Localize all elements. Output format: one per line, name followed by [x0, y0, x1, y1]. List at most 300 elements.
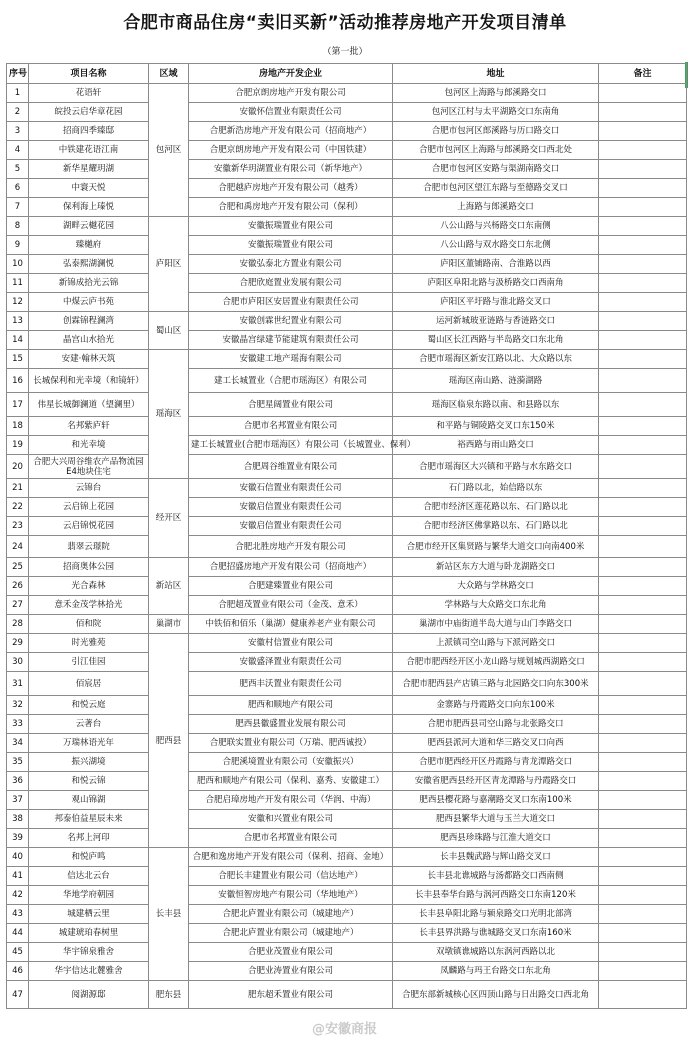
project-name: 安建·翰林天筑 — [29, 350, 149, 369]
remark-cell — [599, 274, 687, 293]
project-address: 合肥市肥西县产店镇三路与北园路交口向东300米 — [393, 672, 599, 696]
table-row — [7, 924, 687, 943]
table-row — [7, 962, 687, 981]
table-row — [7, 615, 687, 634]
table-row — [7, 236, 687, 255]
developer-name: 合肥市庐阳区安居置业有限责任公司 — [189, 293, 393, 312]
row-number: 47 — [7, 981, 29, 1009]
remark-cell — [599, 791, 687, 810]
row-number: 13 — [7, 312, 29, 331]
remark-cell — [599, 715, 687, 734]
row-number: 24 — [7, 536, 29, 558]
row-number: 35 — [7, 753, 29, 772]
remark-cell — [599, 517, 687, 536]
project-address: 大众路与学林路交口 — [393, 577, 599, 596]
project-address: 合肥市包河区郎溪路与历口路交口 — [393, 122, 599, 141]
developer-name: 合肥和逸房地产开发有限公司（保利、招商、金地） — [189, 848, 393, 867]
remark-cell — [599, 331, 687, 350]
developer-name: 肥西和顺地产有限公司（保利、嘉秀、安徽建工） — [189, 772, 393, 791]
region-cell: 蜀山区 — [149, 312, 189, 350]
row-number: 37 — [7, 791, 29, 810]
project-name: 佰宸居 — [29, 672, 149, 696]
row-number: 11 — [7, 274, 29, 293]
developer-name: 肥西丰沃置业有限责任公司 — [189, 672, 393, 696]
remark-cell — [599, 255, 687, 274]
remark-cell — [599, 103, 687, 122]
table-row — [7, 715, 687, 734]
developer-name: 合肥越庐房地产开发有限公司（越秀） — [189, 179, 393, 198]
remark-cell — [599, 696, 687, 715]
developer-name: 安徽新华玥湖置业有限公司（新华地产） — [189, 160, 393, 179]
developer-name: 合肥新浩房地产开发有限公司（招商地产） — [189, 122, 393, 141]
table-row — [7, 517, 687, 536]
developer-name: 安徽恒智房地产有限公司（华地地产） — [189, 886, 393, 905]
developer-name: 合肥超茂置业有限公司（金茂、意禾） — [189, 596, 393, 615]
table-row — [7, 122, 687, 141]
header-remark: 备注 — [599, 64, 687, 84]
project-name: 伟星长城御澜道（望澜里） — [29, 393, 149, 417]
remark-cell — [599, 350, 687, 369]
project-address: 双墩镇谯城路以东涡河西路以北 — [393, 943, 599, 962]
remark-cell — [599, 672, 687, 696]
project-name: 城建琥珀春树里 — [29, 924, 149, 943]
project-address: 裕西路与雨山路交口 — [393, 436, 599, 455]
row-number: 27 — [7, 596, 29, 615]
project-name: 招商奥体公园 — [29, 558, 149, 577]
row-number: 15 — [7, 350, 29, 369]
project-name: 中铁建花语江南 — [29, 141, 149, 160]
table-row — [7, 753, 687, 772]
remark-cell — [599, 179, 687, 198]
remark-cell — [599, 848, 687, 867]
developer-name: 合肥欣庭置业发展有限公司 — [189, 274, 393, 293]
remark-cell — [599, 417, 687, 436]
row-number: 43 — [7, 905, 29, 924]
project-name: 城建栖云里 — [29, 905, 149, 924]
project-address: 上派镇司空山路与下派河路交口 — [393, 634, 599, 653]
remark-cell — [599, 596, 687, 615]
remark-cell — [599, 981, 687, 1009]
row-number: 23 — [7, 517, 29, 536]
row-number: 7 — [7, 198, 29, 217]
table-row — [7, 848, 687, 867]
row-number: 12 — [7, 293, 29, 312]
developer-name: 安徽振瑞置业有限公司 — [189, 217, 393, 236]
row-number: 44 — [7, 924, 29, 943]
row-number: 33 — [7, 715, 29, 734]
table-row — [7, 436, 687, 455]
project-name: 花语轩 — [29, 84, 149, 103]
project-address: 合肥市经济区佛掌路以东、石门路以北 — [393, 517, 599, 536]
developer-name: 肥西和顺地产有限公司 — [189, 696, 393, 715]
row-number: 20 — [7, 455, 29, 479]
row-number: 2 — [7, 103, 29, 122]
row-number: 21 — [7, 479, 29, 498]
project-name: 阅湖源邸 — [29, 981, 149, 1009]
project-name: 保利海上瑧悦 — [29, 198, 149, 217]
row-number: 9 — [7, 236, 29, 255]
project-address: 肥西县珍珠路与江淮大道交口 — [393, 829, 599, 848]
table-row — [7, 981, 687, 1009]
developer-name: 合肥招盛房地产开发有限公司（招商地产） — [189, 558, 393, 577]
project-name: 和光幸境 — [29, 436, 149, 455]
header-name: 项目名称 — [29, 64, 149, 84]
table-row — [7, 103, 687, 122]
remark-cell — [599, 479, 687, 498]
project-address: 合肥市经开区集贤路与繁华大道交口向南400米 — [393, 536, 599, 558]
table-row — [7, 255, 687, 274]
developer-name: 安徽弘泰北方置业有限公司 — [189, 255, 393, 274]
project-name: 中煤云庐书苑 — [29, 293, 149, 312]
project-address: 长丰县魏武路与辉山路交叉口 — [393, 848, 599, 867]
project-name: 云启锦上花园 — [29, 498, 149, 517]
remark-cell — [599, 160, 687, 179]
region-cell: 肥西县 — [149, 634, 189, 848]
project-name: 新锦成拾光云锦 — [29, 274, 149, 293]
developer-name: 安徽建工地产瑶海有限公司 — [189, 350, 393, 369]
project-address: 合肥市经济区莲花路以东、石门路以北 — [393, 498, 599, 517]
project-name: 佰和院 — [29, 615, 149, 634]
row-number: 8 — [7, 217, 29, 236]
project-address: 八公山路与双水路交口东北侧 — [393, 236, 599, 255]
developer-name: 肥西县徽盛置业发展有限公司 — [189, 715, 393, 734]
row-number: 46 — [7, 962, 29, 981]
project-address: 合肥市包河区望江东路与至德路交叉口 — [393, 179, 599, 198]
project-name: 弘泰熙湖澜悦 — [29, 255, 149, 274]
project-name: 长城保利和光幸境（和镜轩） — [29, 369, 149, 393]
remark-cell — [599, 498, 687, 517]
row-number: 4 — [7, 141, 29, 160]
developer-name: 合肥北庐置业有限公司（城建地产） — [189, 905, 393, 924]
project-address: 运河新城玻亚涟路与香涟路交口 — [393, 312, 599, 331]
row-number: 28 — [7, 615, 29, 634]
developer-name: 安徽振瑞置业有限公司 — [189, 236, 393, 255]
project-name: 信达北云台 — [29, 867, 149, 886]
developer-name: 合肥市名邦置业有限公司 — [189, 829, 393, 848]
table-row — [7, 369, 687, 393]
table-row — [7, 417, 687, 436]
row-number: 32 — [7, 696, 29, 715]
remark-cell — [599, 293, 687, 312]
region-cell: 经开区 — [149, 479, 189, 558]
table-row — [7, 455, 687, 479]
project-address: 肥西县繁华大道与玉兰大道交口 — [393, 810, 599, 829]
region-cell: 瑶海区 — [149, 350, 189, 479]
table-row — [7, 596, 687, 615]
developer-name: 合肥启璋房地产开发有限公司（华润、中海） — [189, 791, 393, 810]
table-row — [7, 558, 687, 577]
project-name: 臻樾府 — [29, 236, 149, 255]
region-cell: 巢湖市 — [149, 615, 189, 634]
row-number: 22 — [7, 498, 29, 517]
developer-name: 合肥北庐置业有限公司（城建地产） — [189, 924, 393, 943]
project-address: 合肥东部新城核心区四顶山路与日出路交口西北角 — [393, 981, 599, 1009]
project-address: 合肥市包河区上海路与郎溪路交口西北处 — [393, 141, 599, 160]
developer-name: 合肥业茂置业有限公司 — [189, 943, 393, 962]
table-row — [7, 217, 687, 236]
watermark: @安徽商报 — [312, 1022, 378, 1037]
table-row — [7, 498, 687, 517]
project-name: 万瑞林语光年 — [29, 734, 149, 753]
row-number: 3 — [7, 122, 29, 141]
developer-name: 安徽启信置业有限责任公司 — [189, 498, 393, 517]
developer-name: 合肥京朗房地产开发有限公司 — [189, 84, 393, 103]
table-row — [7, 791, 687, 810]
developer-name: 安徽晶宫绿建节能建筑有限责任公司 — [189, 331, 393, 350]
developer-name: 合肥和禹房地产开发有限公司（保利） — [189, 198, 393, 217]
region-cell: 肥东县 — [149, 981, 189, 1009]
table-row — [7, 696, 687, 715]
remark-cell — [599, 943, 687, 962]
remark-cell — [599, 455, 687, 479]
project-address: 学林路与大众路交口东北角 — [393, 596, 599, 615]
row-number: 25 — [7, 558, 29, 577]
developer-name: 安徽和兴置业有限公司 — [189, 810, 393, 829]
project-address: 新站区东方大道与卧龙湖路交口 — [393, 558, 599, 577]
project-name: 观山锦湖 — [29, 791, 149, 810]
row-number: 30 — [7, 653, 29, 672]
table-row — [7, 867, 687, 886]
project-address: 庐阳区平圩路与淮北路交叉口 — [393, 293, 599, 312]
remark-cell — [599, 141, 687, 160]
table-row — [7, 141, 687, 160]
project-address: 金寨路与丹霞路交口向东100米 — [393, 696, 599, 715]
project-name: 和悦云庭 — [29, 696, 149, 715]
remark-cell — [599, 393, 687, 417]
project-name: 招商四季臻邸 — [29, 122, 149, 141]
developer-name: 合肥溪境置业有限公司（安徽振兴） — [189, 753, 393, 772]
remark-cell — [599, 122, 687, 141]
project-address: 包河区江村与太平湖路交口东南角 — [393, 103, 599, 122]
project-address: 合肥市肥西县司空山路与北张路交口 — [393, 715, 599, 734]
project-address: 长丰县阜阳北路与颍泉路交口光明北部湾 — [393, 905, 599, 924]
remark-cell — [599, 772, 687, 791]
remark-cell — [599, 236, 687, 255]
project-address: 安徽省肥西县经开区青龙潭路与丹霞路交口 — [393, 772, 599, 791]
developer-name: 安徽怀信置业有限责任公司 — [189, 103, 393, 122]
project-name: 新华星耀玥湖 — [29, 160, 149, 179]
project-address: 肥西县派河大道和华三路交叉口向西 — [393, 734, 599, 753]
remark-cell — [599, 558, 687, 577]
project-name: 合肥大兴周谷维农产品物流园E4地块住宅 — [29, 455, 149, 479]
project-name: 邦泰伯益星辰未来 — [29, 810, 149, 829]
project-name: 中寰天悦 — [29, 179, 149, 198]
table-row — [7, 634, 687, 653]
remark-cell — [599, 312, 687, 331]
project-name: 云锦台 — [29, 479, 149, 498]
project-name: 名邦上河印 — [29, 829, 149, 848]
project-name: 华宇信达北麓雅舍 — [29, 962, 149, 981]
remark-cell — [599, 962, 687, 981]
project-address: 庐阳区阜阳北路与汲桥路交口西南角 — [393, 274, 599, 293]
project-address: 上海路与郎溪路交口 — [393, 198, 599, 217]
project-address: 巢湖市中庙街道半岛大道与山门李路交口 — [393, 615, 599, 634]
project-name: 皖投云启华章花园 — [29, 103, 149, 122]
row-number: 38 — [7, 810, 29, 829]
project-table — [6, 63, 687, 1009]
remark-cell — [599, 634, 687, 653]
table-row — [7, 772, 687, 791]
project-name: 意禾金茂学林拾光 — [29, 596, 149, 615]
table-row — [7, 886, 687, 905]
project-name: 引江佳园 — [29, 653, 149, 672]
batch-label: （第一批） — [322, 47, 368, 57]
page-title: 合肥市商品住房“卖旧买新”活动推荐房地产开发项目清单 — [123, 13, 567, 33]
row-number: 18 — [7, 417, 29, 436]
row-number: 16 — [7, 369, 29, 393]
project-name: 云启锦悦花园 — [29, 517, 149, 536]
developer-name: 中铁佰和佰乐（巢湖）健康养老产业有限公司 — [189, 615, 393, 634]
project-name: 云著台 — [29, 715, 149, 734]
developer-name: 合肥长丰建置业有限公司（信达地产） — [189, 867, 393, 886]
table-row — [7, 350, 687, 369]
developer-name: 合肥市名邦置业有限公司 — [189, 417, 393, 436]
project-name: 振兴湖境 — [29, 753, 149, 772]
table-row — [7, 393, 687, 417]
project-address: 庐阳区董铺路南、合淮路以西 — [393, 255, 599, 274]
table-row — [7, 479, 687, 498]
table-row — [7, 536, 687, 558]
table-row — [7, 829, 687, 848]
table-row — [7, 577, 687, 596]
project-name: 晶宫山水拾光 — [29, 331, 149, 350]
table-row — [7, 905, 687, 924]
project-address: 和平路与铜陵路交叉口东150米 — [393, 417, 599, 436]
project-address: 包河区上海路与郎溪路交口 — [393, 84, 599, 103]
developer-name: 合肥联实置业有限公司（万瑞、肥西诚投） — [189, 734, 393, 753]
remark-cell — [599, 810, 687, 829]
row-number: 31 — [7, 672, 29, 696]
developer-name: 安徽村信置业有限公司 — [189, 634, 393, 653]
remark-cell — [599, 924, 687, 943]
project-name: 华地学府朝园 — [29, 886, 149, 905]
table-row — [7, 734, 687, 753]
row-number: 29 — [7, 634, 29, 653]
project-address: 瑶海区临泉东路以南、和县路以东 — [393, 393, 599, 417]
developer-name: 合肥业涛置业有限公司 — [189, 962, 393, 981]
remark-cell — [599, 653, 687, 672]
row-number: 41 — [7, 867, 29, 886]
project-address: 八公山路与兴杨路交口东南侧 — [393, 217, 599, 236]
table-row — [7, 331, 687, 350]
developer-name: 肥东超禾置业有限公司 — [189, 981, 393, 1009]
remark-cell — [599, 436, 687, 455]
row-number: 10 — [7, 255, 29, 274]
row-number: 34 — [7, 734, 29, 753]
table-row — [7, 274, 687, 293]
row-number: 19 — [7, 436, 29, 455]
developer-name: 安徽启信置业有限责任公司 — [189, 517, 393, 536]
project-address: 合肥市肥西经开区丹霞路与青龙潭路交口 — [393, 753, 599, 772]
project-name: 湖畔云樾花园 — [29, 217, 149, 236]
row-number: 1 — [7, 84, 29, 103]
table-row — [7, 179, 687, 198]
table-body — [7, 84, 687, 1009]
project-address: 长丰县奉华台路与涡河西路交口东南120米 — [393, 886, 599, 905]
table-row — [7, 198, 687, 217]
table-row — [7, 84, 687, 103]
table-row — [7, 653, 687, 672]
project-name: 翡翠云璟院 — [29, 536, 149, 558]
remark-cell — [599, 369, 687, 393]
header-address: 地址 — [393, 64, 599, 84]
project-address: 合肥市瑶海区新安江路以北、大众路以东 — [393, 350, 599, 369]
table-header-row — [7, 64, 687, 84]
table-row — [7, 293, 687, 312]
remark-cell — [599, 905, 687, 924]
region-cell: 庐阳区 — [149, 217, 189, 312]
developer-name: 合肥北胜房地产开发有限公司 — [189, 536, 393, 558]
row-number: 39 — [7, 829, 29, 848]
row-number: 14 — [7, 331, 29, 350]
remark-cell — [599, 615, 687, 634]
table-row — [7, 160, 687, 179]
row-number: 36 — [7, 772, 29, 791]
developer-name: 合肥星阔置业有限公司 — [189, 393, 393, 417]
project-name: 和悦云锦 — [29, 772, 149, 791]
row-number: 17 — [7, 393, 29, 417]
header-developer: 房地产开发企业 — [189, 64, 393, 84]
row-number: 26 — [7, 577, 29, 596]
developer-name: 安徽盛泽置业有限责任公司 — [189, 653, 393, 672]
developer-name: 合肥京朗房地产开发有限公司（中国铁建） — [189, 141, 393, 160]
project-address: 合肥市瑶海区大兴镇和平路与水东路交口 — [393, 455, 599, 479]
remark-cell — [599, 829, 687, 848]
developer-name: 合肥建臻置业有限公司 — [189, 577, 393, 596]
region-cell: 长丰县 — [149, 848, 189, 981]
header-region: 区域 — [149, 64, 189, 84]
project-address: 合肥市肥西经开区小龙山路与规划城西湖路交口 — [393, 653, 599, 672]
remark-cell — [599, 198, 687, 217]
project-address: 长丰县北谯城路与汤都路交口西南侧 — [393, 867, 599, 886]
developer-name: 安徽创霖世纪置业有限公司 — [189, 312, 393, 331]
remark-cell — [599, 753, 687, 772]
project-address: 长丰县界洪路与谯城路交叉口东南160米 — [393, 924, 599, 943]
remark-cell — [599, 886, 687, 905]
remark-cell — [599, 734, 687, 753]
row-number: 5 — [7, 160, 29, 179]
developer-name: 安徽石信置业有限责任公司 — [189, 479, 393, 498]
remark-cell — [599, 84, 687, 103]
project-name: 和悦庐鸣 — [29, 848, 149, 867]
row-number: 6 — [7, 179, 29, 198]
row-number: 45 — [7, 943, 29, 962]
project-name: 创霖锦程澜湾 — [29, 312, 149, 331]
region-cell: 新站区 — [149, 558, 189, 615]
project-address: 石门路以北，始信路以东 — [393, 479, 599, 498]
table-row — [7, 312, 687, 331]
region-cell: 包河区 — [149, 84, 189, 217]
project-address: 肥西县樱花路与嘉潮路交叉口东南100米 — [393, 791, 599, 810]
project-address: 蜀山区长江西路与半岛路交口东北角 — [393, 331, 599, 350]
project-name: 时光雅苑 — [29, 634, 149, 653]
remark-cell — [599, 217, 687, 236]
project-name: 名邦紫庐轩 — [29, 417, 149, 436]
table-row — [7, 943, 687, 962]
project-address: 瑶海区南山路、涟漪湖路 — [393, 369, 599, 393]
project-address: 合肥市包河区安路与渠湖南路交口 — [393, 160, 599, 179]
row-number: 40 — [7, 848, 29, 867]
row-number: 42 — [7, 886, 29, 905]
header-no: 序号 — [7, 64, 29, 84]
table-row — [7, 672, 687, 696]
developer-name: 建工长城置业(合肥市瑶海区）有限公司（长城置业、保利） — [189, 436, 393, 455]
developer-name: 合肥周谷维置业有限公司 — [189, 455, 393, 479]
table-row — [7, 810, 687, 829]
remark-cell — [599, 867, 687, 886]
project-name: 华宇锦泉雅舍 — [29, 943, 149, 962]
project-address: 凤麟路与玛王台路交口东北角 — [393, 962, 599, 981]
